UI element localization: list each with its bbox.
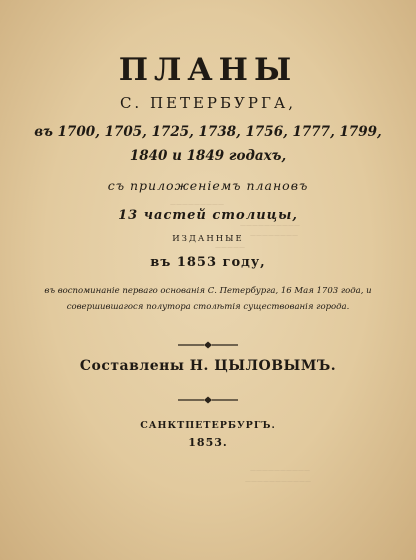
publication-year-line: въ 1853 году, xyxy=(150,255,266,270)
bleed-through-text: ————————— xyxy=(170,201,224,208)
city-title: С. ПЕТЕРБУРГА, xyxy=(119,94,297,112)
bleed-through-text: —————————— xyxy=(240,222,300,229)
bleed-through-text: —————————— xyxy=(250,467,310,474)
bleed-through-text: ————— xyxy=(215,244,245,251)
dedication-line-1: въ воспоминанiе перваго основанiя С. Петербурга, 16 Мая 1703 года, и xyxy=(44,286,372,296)
parts-line: 13 частей столицы, xyxy=(118,208,298,223)
dedication-line-2: совершившагося полутора столѣтiя существованiя города. xyxy=(66,302,350,312)
imprint-city: САНКТПЕТЕРБУРГЪ. xyxy=(140,420,276,431)
author-line: Составлены Н. ЦЫЛОВЫМЪ. xyxy=(79,358,337,374)
with-plans-line: съ приложенiемъ плановъ xyxy=(107,178,309,193)
imprint-year: 1853. xyxy=(188,436,228,449)
ornamental-rule xyxy=(0,335,416,354)
years-line-1: въ 1700, 1705, 1725, 1738, 1756, 1777, 1799, xyxy=(34,124,382,140)
ornamental-rule xyxy=(0,390,416,409)
published-line: ИЗДАННЫЕ xyxy=(172,234,244,244)
years-line-2: 1840 и 1849 годахъ, xyxy=(129,148,287,164)
main-title: ПЛАНЫ xyxy=(118,52,298,88)
bleed-through-text: ——————————— xyxy=(245,478,311,485)
bleed-through-text: ———————— xyxy=(250,232,298,239)
